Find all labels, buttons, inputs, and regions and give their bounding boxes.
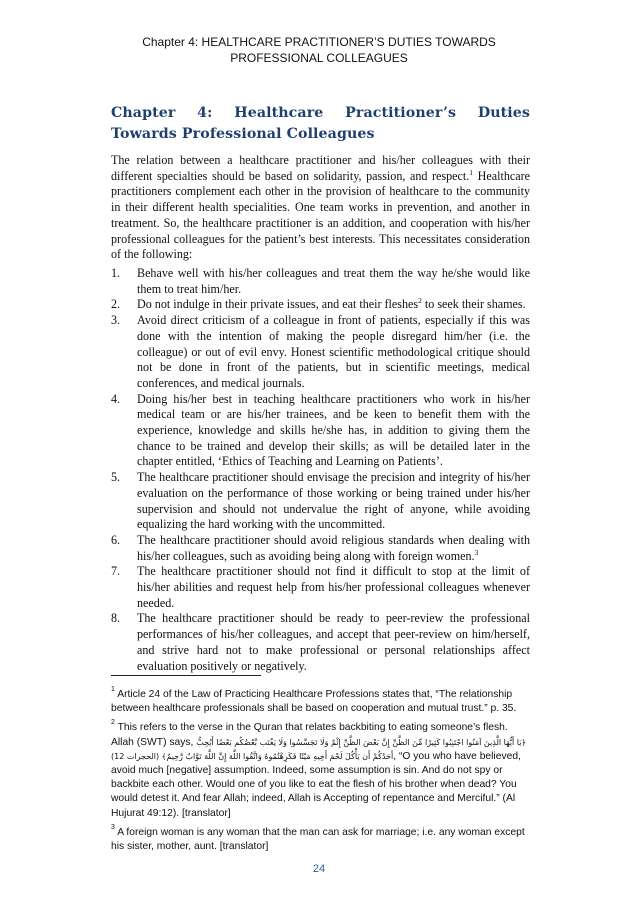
list-item — [111, 392, 530, 471]
list-item — [111, 313, 530, 392]
footnote-text: This refers to the verse in the Quran that relates backbiting to eating someone’s flesh. Allah (SWT) says, — [111, 722, 508, 748]
list-item — [111, 266, 530, 297]
list-item-text: The healthcare practitioner should envisage the precision and integrity of his/her evaluation on the performance of those working or being trained under his/her supervision and should not undervalue the right of anyone, while avoiding equalizing the hard working with the uncommitted. — [137, 470, 530, 532]
list-item-text: The healthcare practitioner should be ready to peer-review the professional performances of his/her colleagues, and accept that peer-review on him/herself, and strive hard not to make professional or personal relationships affect evaluation positively or negatively. — [137, 611, 530, 673]
intro-text-part-2: Healthcare practitioners complement each other in the provision of healthcare to the community in their different health specialities. One team works in prevention, and another in treatment. So, the healthcare practitioner is an addition, and cooperation with his/her professional colleagues for the patient’s best interests. This necessitates consideration of the following: — [111, 168, 530, 262]
footnotes — [111, 683, 530, 854]
list-item — [111, 611, 530, 674]
running-header — [60, 34, 578, 66]
footnote-3 — [111, 821, 530, 854]
chapter-title: Chapter 4: Healthcare Practitioner’s Duties Towards Professional Colleagues — [111, 105, 530, 142]
footnote-ref-2[interactable]: 2 — [418, 296, 422, 306]
list-item-text: Doing his/her best in teaching healthcare practitioners who work in his/her medical team or are his/her trainees, and be keen to benefit them with the experience, knowledge and skills he/she has, in addition to giving them the chance to be trained and develop their skills; as will be detailed later in the chapter entitled, ‘Ethics of Teaching and Learning on Patients’. — [137, 391, 530, 469]
list-item-number: 5. — [111, 470, 121, 485]
footnote-mark: 3 — [111, 823, 115, 831]
footnote-text: A foreign woman is any woman that the man can ask for marriage; i.e. any woman except his sister, mother, aunt. [translator] — [111, 826, 525, 853]
list-item-number: 6. — [111, 532, 121, 547]
list-item — [111, 470, 530, 533]
list-item-number: 1. — [111, 266, 121, 280]
list-item-text: Behave well with his/her colleagues and treat them the way he/she would like them to treat him/her. — [137, 266, 530, 296]
footnote-1 — [111, 683, 530, 716]
list-item — [111, 564, 530, 611]
footnote-text-continued: , “O you who have believed, avoid much [negative] assumption. Indeed, some assumption is sin. And do not spy or backbite each other. Would one of you like to eat the flesh of his brother when dead? You would detest it. And fear Allah; indeed, Allah is Accepting of repentance and Merciful.” (Al Hujurat 49:12). [translator] — [111, 750, 521, 819]
footnote-ref-1[interactable]: 1 — [469, 167, 474, 177]
list-item-number: 2. — [111, 297, 121, 312]
footnote-ref-3[interactable]: 3 — [474, 547, 479, 557]
list-item — [111, 297, 530, 313]
running-header-line-2: PROFESSIONAL COLLEAGUES — [230, 51, 408, 65]
duties-list — [111, 266, 530, 674]
list-item-number: 7. — [111, 564, 121, 579]
footnote-mark: 1 — [111, 686, 115, 693]
list-item — [111, 533, 530, 564]
list-item-text: Do not indulge in their private issues, and eat their fleshes — [137, 297, 419, 312]
list-item-number: 3. — [111, 313, 121, 328]
intro-text-part-1: The relation between a healthcare practitioner and his/her colleagues with their different specialties should be based on solidarity, passion, and respect. — [111, 153, 530, 183]
footnote-2 — [111, 716, 530, 820]
list-item-text: The healthcare practitioner should not find it difficult to stop at the limit of his/her abilities and request help from his/her professional colleagues whenever needed. — [137, 564, 530, 610]
page-number: 24 — [312, 863, 326, 875]
list-item-text-continued: to seek their shames. — [421, 297, 526, 312]
list-item-text: The healthcare practitioner should avoid religious standards when dealing with his/her colleagues, such as avoiding being along with foreign women. — [137, 532, 530, 563]
list-item-number: 4. — [111, 391, 121, 406]
footnote-separator — [111, 675, 261, 676]
intro-paragraph — [111, 153, 530, 263]
list-item-number: 8. — [111, 611, 121, 626]
quran-verse-arabic: ﴿يَا أَيُّهَا الَّذِينَ آمَنُوا اجْتَنِبُوا كَثِيرًا مِّنَ الظَّنِّ إِنَّ بَعْضَ الظَّنِّ إِثْمٌ وَلَا تَجَسَّسُوا وَلَا يَغْتَب بَّعْضُكُم بَعْضًا أَيُحِبُّ أَحَدُكُمْ أَن يَأْكُلَ لَحْمَ أَخِيهِ مَيْتًا فَكَرِهْتُمُوهُ وَاتَّقُوا اللَّهَ إِنَّ اللَّهَ تَوَّابٌ رَّحِيمٌ﴾ (الحجرات 12) — [111, 737, 527, 761]
footnote-mark: 2 — [111, 719, 115, 727]
running-header-line-1: Chapter 4: HEALTHCARE PRACTITIONER’S DUTIES TOWARDS — [142, 35, 496, 49]
footnote-text: Article 24 of the Law of Practicing Healthcare Professions states that, “The relationship between healthcare professionals shall be based on cooperation and mutual trust.” p. 35. — [111, 689, 517, 715]
list-item-text: Avoid direct criticism of a colleague in front of patients, especially if this was done with the intention of making the people disregard him/her (i.e. the colleague) or out of evil envy. Honest scientific methodological critique should not be done in front of the patients, but in scientific meetings, medical conferences, and medical journals. — [137, 313, 530, 390]
